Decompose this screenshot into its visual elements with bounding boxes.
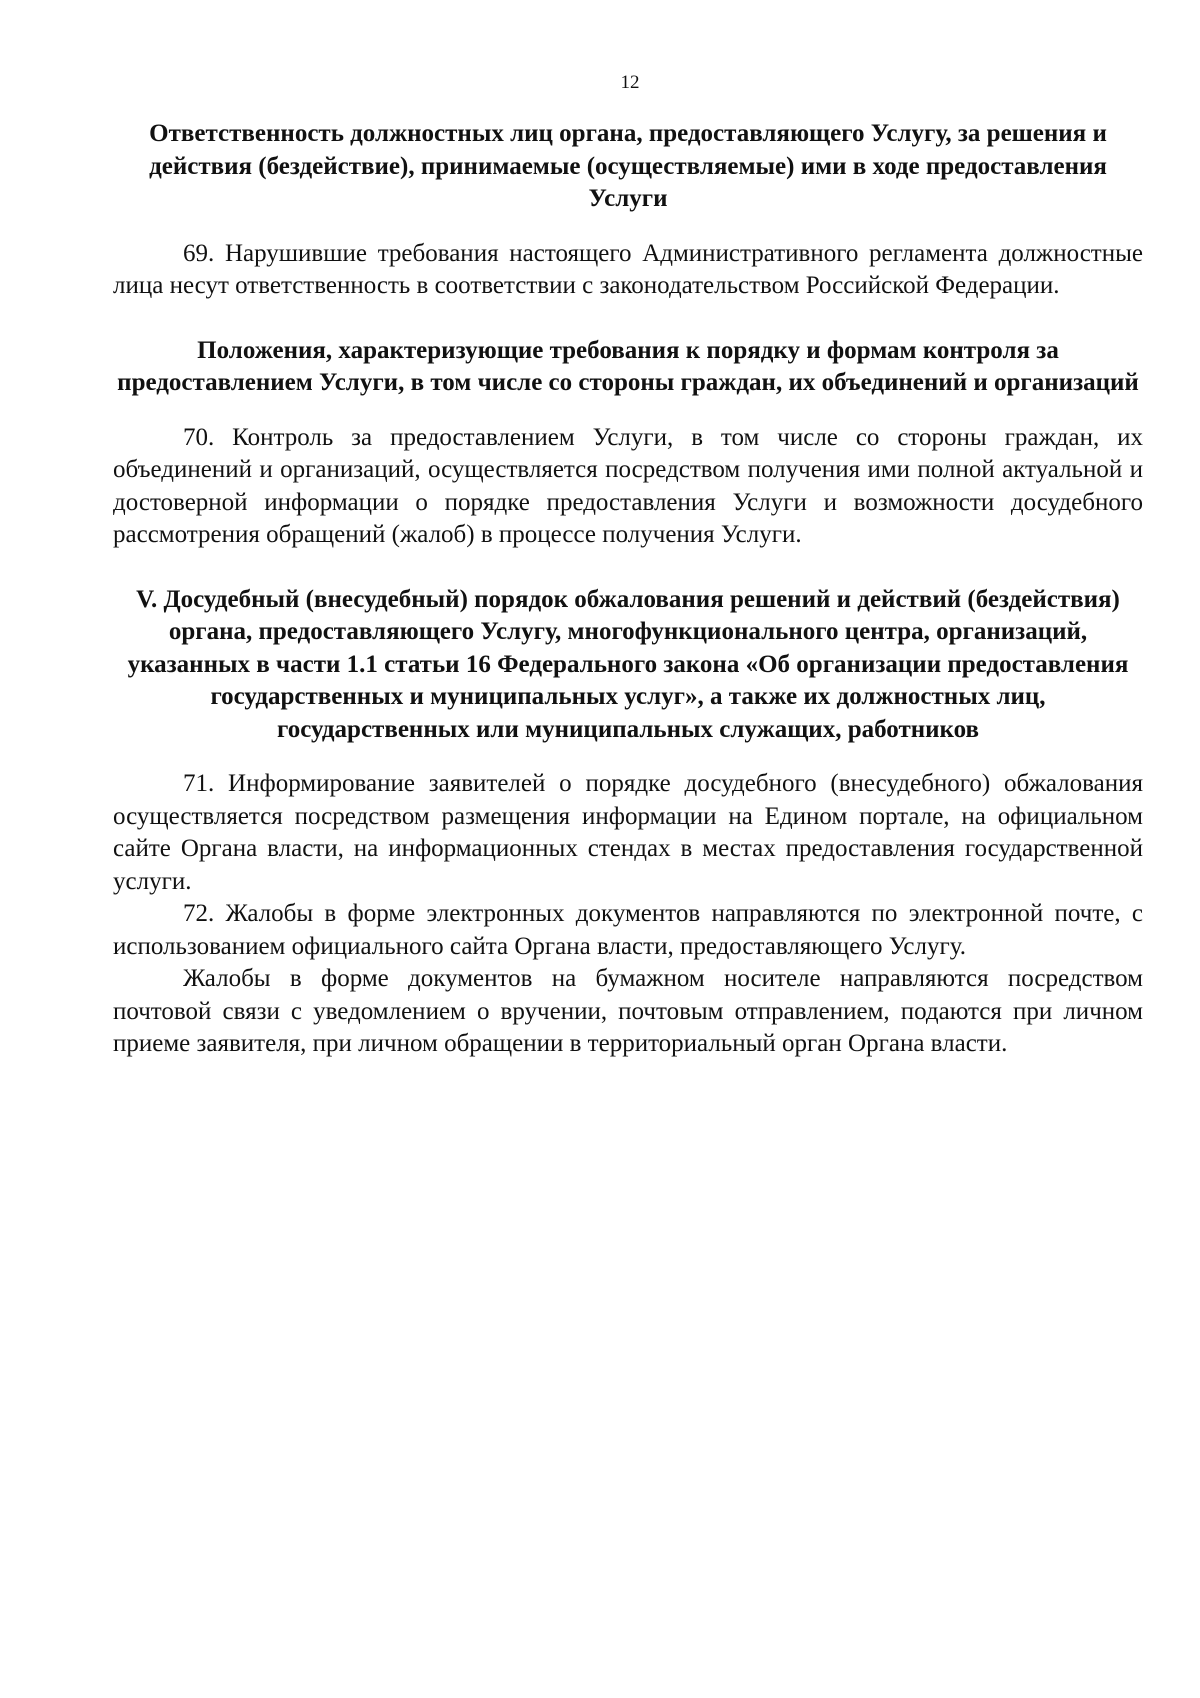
paragraph-72-continued: Жалобы в форме документов на бумажном носителе направляются посредством почтовой связи с уведомлением о вручении, почтовым отправлением, подаются при личном приеме заявителя, при личном обращении в территориальный орган Органа власти.	[113, 965, 1143, 1057]
section-v-appeal	[113, 584, 1143, 1061]
paragraph-72: 72. Жалобы в форме электронных документов направляются по электронной почте, с использованием официального сайта Органа власти, предоставляющего Услугу.	[113, 900, 1143, 960]
section-heading: Положения, характеризующие требования к порядку и формам контроля за предоставлением Услуги, в том числе со стороны граждан, их объединений и организаций	[117, 336, 1139, 396]
section-heading: V. Досудебный (внесудебный) порядок обжалования решений и действий (бездействия) органа, предоставляющего Услугу, многофункционального центра, организаций, указанных в части 1.1 статьи 16 Федерального закона «Об организации предоставления государственных и муниципальных услуг», а также их должностных лиц, государственных или муниципальных служащих, работников	[127, 585, 1129, 743]
section-heading: Ответственность должностных лиц органа, предоставляющего Услугу, за решения и действия (бездействие), принимаемые (осуществляемые) ими в ходе предоставления Услуги	[149, 120, 1107, 212]
section-responsibility	[113, 118, 1143, 303]
paragraph-71: 71. Информирование заявителей о порядке досудебного (внесудебного) обжалования осуществляется посредством размещения информации на Едином портале, на официальном сайте Органа власти, на информационных стендах в местах предоставления государственной услуги.	[113, 770, 1143, 895]
paragraph-69: 69. Нарушившие требования настоящего Административного регламента должностные лица несут ответственность в соответствии с законодательством Российской Федерации.	[113, 239, 1143, 299]
page-number: 12	[620, 72, 640, 93]
document-body	[113, 118, 1143, 1061]
paragraph-70: 70. Контроль за предоставлением Услуги, в том числе со стороны граждан, их объединений и организаций, осуществляется посредством получения ими полной актуальной и достоверной информации о порядке предоставления Услуги и возможности досудебного рассмотрения обращений (жалоб) в процессе получения Услуги.	[113, 423, 1143, 548]
section-control	[113, 335, 1143, 552]
